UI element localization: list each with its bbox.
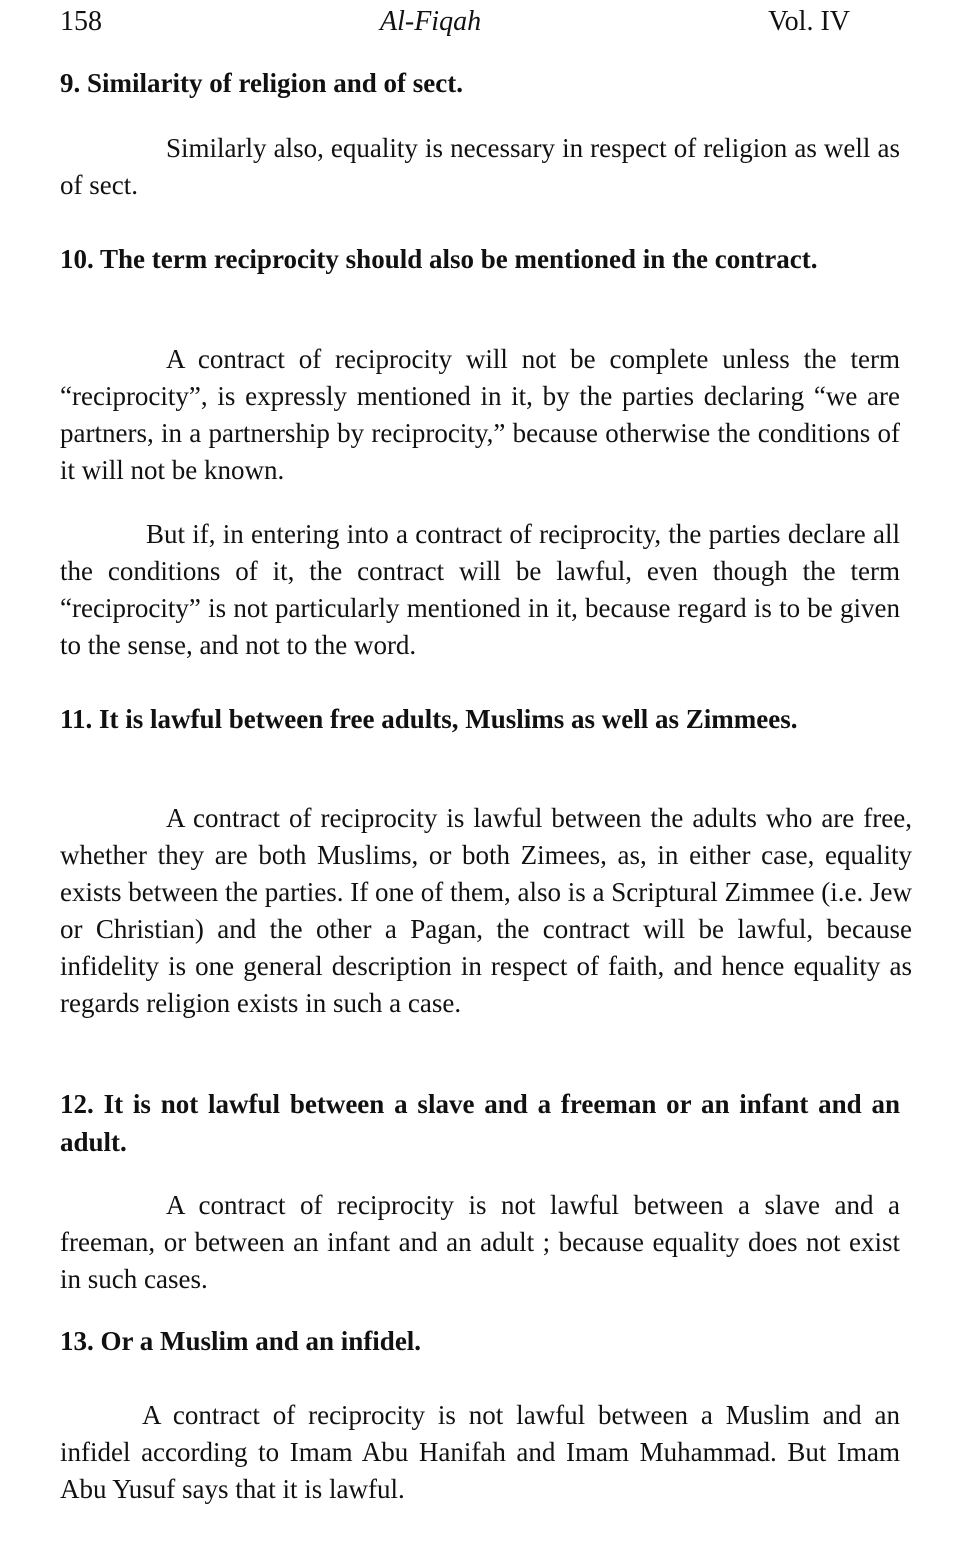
section-10-heading: 10. The term reciprocity should also be mentioned in the contract. xyxy=(60,244,818,274)
volume-label: Vol. IV xyxy=(768,6,850,37)
section-12-heading: 12. It is not lawful between a slave and a freeman or an infant and an adult. xyxy=(60,1089,900,1157)
section-9-paragraph-1: Similarly also, equality is necessary in respect of religion as well as of sect. xyxy=(60,133,900,200)
section-10-paragraph-1: A contract of reciprocity will not be complete unless the term “reciprocity”, is expressly mentioned in it, by the parties declaring “we are partners, in a partnership by reciprocity,” because otherwise the conditions of it will not be known. xyxy=(60,344,900,485)
section-11-heading: 11. It is lawful between free adults, Muslims as well as Zimmees. xyxy=(60,704,798,734)
section-13-heading: 13. Or a Muslim and an infidel. xyxy=(60,1326,422,1356)
page-header xyxy=(60,2,850,42)
section-12-paragraph-1: A contract of reciprocity is not lawful between a slave and a freeman, or between an infant and an adult ; because equality does not exist in such cases. xyxy=(60,1190,900,1294)
page-number: 158 xyxy=(60,6,102,37)
section-10-paragraph-2: But if, in entering into a contract of reciprocity, the parties declare all the conditions of it, the contract will be lawful, even though the term “reciprocity” is not particularly mentioned in it, because regard is to be given to the sense, and not to the word. xyxy=(60,519,900,660)
book-title: Al-Fiqah xyxy=(380,6,482,37)
section-13-paragraph-1: A contract of reciprocity is not lawful between a Muslim and an infidel according to Imam Abu Hanifah and Imam Muhammad. But Imam Abu Yusuf says that it is lawful. xyxy=(60,1400,900,1504)
section-9-heading: 9. Similarity of religion and of sect. xyxy=(60,68,463,98)
section-11-paragraph-1: A contract of reciprocity is lawful between the adults who are free, whether they are both Muslims, or both Zimees, as, in either case, equality exists between the parties. If one of them, also is a Scriptural Zimmee (i.e. Jew or Christian) and the other a Pagan, the contract will be lawful, because infidelity is one general description in respect of faith, and hence equality as regards religion exists in such a case. xyxy=(60,803,912,1018)
